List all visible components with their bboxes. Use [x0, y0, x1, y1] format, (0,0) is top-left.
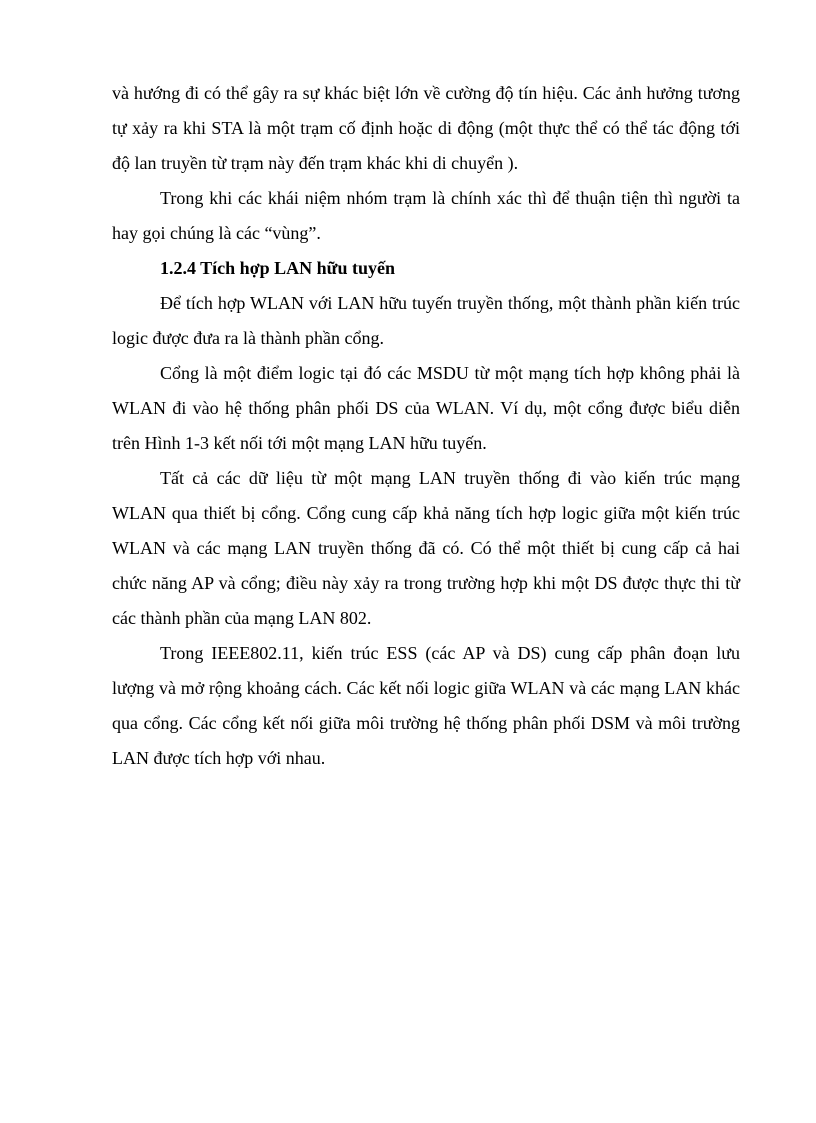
paragraph-portal-integration: Tất cả các dữ liệu từ một mạng LAN truyền thống đi vào kiến trúc mạng WLAN qua thiết bị cổng. Cổng cung cấp khả năng tích hợp logic giữa một kiến trúc WLAN và các mạng LAN truyền thống đã có. Có thể một thiết bị cung cấp cả hai chức năng AP và cổng; điều này xảy ra trong trường hợp khi một DS được thực thi từ các thành phần của mạng LAN 802.	[112, 468, 740, 628]
paragraph-zone-note: Trong khi các khái niệm nhóm trạm là chính xác thì để thuận tiện thì người ta hay gọi chúng là các “vùng”.	[112, 188, 740, 243]
paragraph-portal-definition: Cổng là một điểm logic tại đó các MSDU từ một mạng tích hợp không phải là WLAN đi vào hệ thống phân phối DS của WLAN. Ví dụ, một cổng được biểu diễn trên Hình 1-3 kết nối tới một mạng LAN hữu tuyến.	[112, 363, 740, 453]
paragraph-continued: và hướng đi có thể gây ra sự khác biệt lớn về cường độ tín hiệu. Các ảnh hưởng tương tự xảy ra khi STA là một trạm cố định hoặc di động (một thực thể có thể tác động tới độ lan truyền từ trạm này đến trạm khác khi di chuyển ).	[112, 83, 740, 173]
document-body	[112, 76, 740, 776]
paragraph-portal-intro: Để tích hợp WLAN với LAN hữu tuyến truyền thống, một thành phần kiến trúc logic được đưa ra là thành phần cổng.	[112, 293, 740, 348]
paragraph-ess-architecture: Trong IEEE802.11, kiến trúc ESS (các AP và DS) cung cấp phân đoạn lưu lượng và mở rộng khoảng cách. Các kết nối logic giữa WLAN và các mạng LAN khác qua cổng. Các cổng kết nối giữa môi trường hệ thống phân phối DSM và môi trường LAN được tích hợp với nhau.	[112, 643, 740, 768]
section-heading: 1.2.4 Tích hợp LAN hữu tuyến	[160, 258, 396, 278]
